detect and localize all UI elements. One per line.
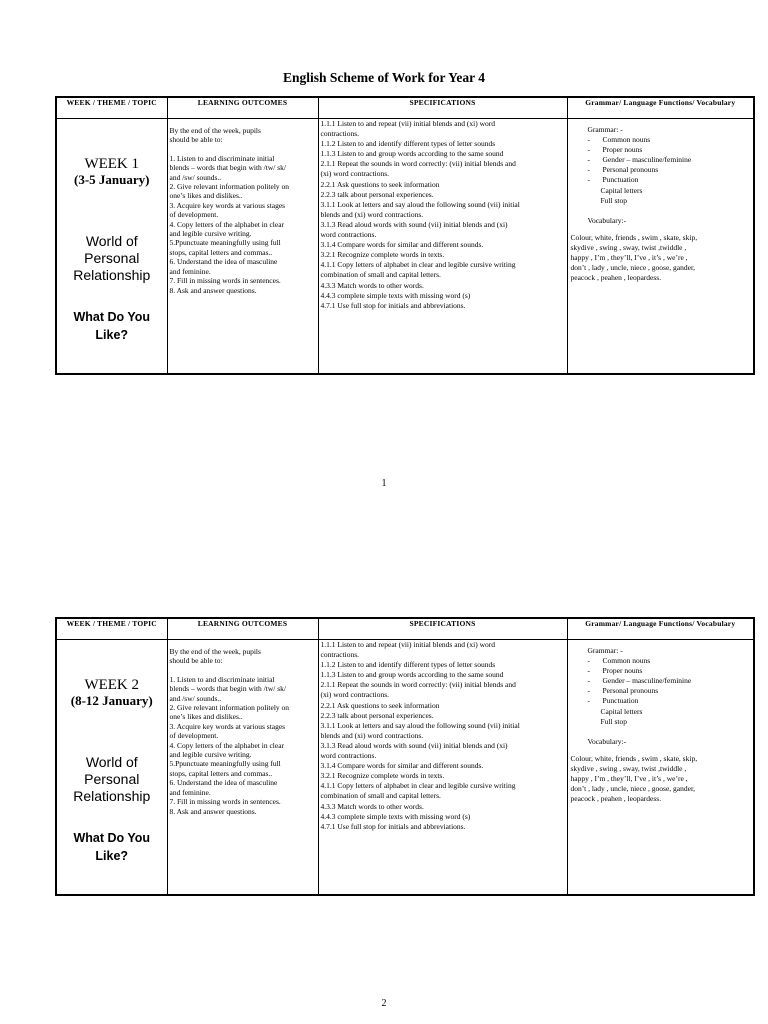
grammar-cell (567, 119, 754, 375)
specification-line: combination of small and capital letters. (320, 270, 441, 280)
learning-outcome-line: and legible cursive writing. (169, 229, 252, 239)
grammar-list (588, 135, 752, 185)
specifications-cell (318, 640, 567, 896)
learning-outcome-line: and /sw/ sounds.. (169, 693, 222, 703)
specification-line: contractions. (320, 129, 360, 139)
learning-outcome-line: 7. Fill in missing words in sentences. (169, 276, 281, 286)
learning-outcome-line: stops, capital letters and commas.. (169, 247, 273, 257)
learning-outcome-line: stops, capital letters and commas.. (169, 768, 273, 778)
specification-line: 1.1.1 Listen to and repeat (vii) initial blends and (xi) word (320, 119, 496, 128)
week-dates: (8-12 January) (70, 693, 153, 708)
specification-line: 3.1.4 Compare words for similar and different sounds. (320, 240, 484, 250)
punctuation-sublist (588, 707, 752, 727)
punctuation-sublist (588, 186, 752, 206)
learning-outcomes-cell (167, 119, 318, 375)
learning-outcome-line: and feminine. (169, 787, 211, 797)
learning-outcome-line: 1. Listen to and discriminate initial (169, 674, 275, 684)
specification-line: 4.1.1 Copy letters of alphabet in clear and legible cursive writing (320, 781, 516, 791)
specification-line: 2.1.1 Repeat the sounds in word correctly: (vii) initial blends and (320, 680, 516, 690)
specifications-cell (318, 119, 567, 375)
learning-outcome-line: 4. Copy letters of the alphabet in clear (169, 219, 285, 229)
topic-label: What Do You Like? (73, 831, 151, 863)
grammar-item: - Common nouns (588, 656, 752, 666)
specification-line: 4.7.1 Use full stop for initials and abbreviations. (320, 300, 466, 310)
learning-outcome-line: 8. Ask and answer questions. (169, 285, 257, 295)
specification-line: contractions. (320, 650, 360, 660)
grammar-item: - Common nouns (588, 135, 752, 145)
grammar-cell (567, 640, 754, 896)
header-grammar: Grammar/ Language Functions/ Vocabulary (567, 618, 754, 640)
vocabulary-line: skydive , swing , sway, twist ,twiddle , (570, 242, 687, 252)
learning-intro-line: By the end of the week, pupils (169, 647, 261, 656)
specification-line: 1.1.1 Listen to and repeat (vii) initial blends and (xi) word (320, 640, 496, 649)
header-specifications: SPECIFICATIONS (318, 618, 567, 640)
week-label: WEEK 1 (84, 156, 140, 172)
specification-line: 1.1.2 Listen to and identify different types of letter sounds (320, 660, 496, 670)
specification-line: 3.1.3 Read aloud words with sound (vii) initial blends and (xi) (320, 740, 508, 750)
learning-intro-line: should be able to: (169, 656, 223, 666)
specification-line: 4.3.3 Match words to other words. (320, 280, 424, 290)
learning-outcome-line: 6. Understand the idea of masculine (169, 778, 278, 788)
grammar-list (588, 656, 752, 706)
grammar-item: - Gender – masculine/feminine (588, 155, 752, 165)
week-label: WEEK 2 (84, 677, 140, 693)
grammar-item: - Personal pronouns (588, 165, 752, 175)
grammar-title: Grammar: - (587, 125, 623, 134)
vocabulary-line: don’t , lady , uncle, niece , goose, gander, (570, 784, 696, 794)
header-grammar: Grammar/ Language Functions/ Vocabulary (567, 97, 754, 119)
specification-line: (xi) word contractions. (320, 690, 390, 700)
learning-outcome-line: one’s likes and dislikes.. (169, 712, 243, 722)
punctuation-subitem: Capital letters (600, 185, 643, 195)
vocabulary-line: peacock , peahen , leopardess. (570, 794, 662, 804)
learning-outcome-line: 5.Ppunctuate meaningfully using full (169, 759, 281, 769)
week-cell (56, 119, 167, 375)
learning-outcome-line: of development. (169, 210, 219, 220)
learning-intro (170, 126, 316, 145)
vocabulary-line: skydive , swing , sway, twist ,twiddle , (570, 763, 687, 773)
header-learning-outcomes: LEARNING OUTCOMES (167, 618, 318, 640)
specification-line: 3.1.4 Compare words for similar and different sounds. (320, 761, 484, 771)
learning-outcome-line: and /sw/ sounds.. (169, 172, 222, 182)
scheme-table-week-1 (55, 96, 755, 375)
specification-line: 3.1.3 Read aloud words with sound (vii) initial blends and (xi) (320, 219, 508, 229)
specification-line: word contractions. (320, 751, 377, 761)
header-row (56, 618, 754, 640)
specification-line: 4.4.3 complete simple texts with missing word (s) (320, 811, 471, 821)
learning-outcomes-list (170, 675, 316, 816)
specification-line: 1.1.3 Listen to and group words according to the same sound (320, 670, 504, 680)
specification-line: 2.2.1 Ask questions to seek information (320, 179, 440, 189)
vocabulary-text (571, 754, 752, 804)
learning-outcome-line: one’s likes and dislikes.. (169, 191, 243, 201)
specification-line: 2.2.1 Ask questions to seek information (320, 700, 440, 710)
week-dates: (3-5 January) (74, 172, 150, 187)
learning-outcome-line: 3. Acquire key words at various stages (169, 721, 286, 731)
header-specifications: SPECIFICATIONS (318, 97, 567, 119)
vocabulary-line: Colour, white, friends , swim , skate, skip, (570, 753, 698, 763)
theme-label: World of Personal Relationship (73, 754, 151, 804)
week-cell (56, 640, 167, 896)
specification-line: blends and (xi) word contractions. (320, 730, 424, 740)
learning-outcome-line: 7. Fill in missing words in sentences. (169, 797, 281, 807)
learning-outcome-line: 6. Understand the idea of masculine (169, 257, 278, 267)
specification-line: 4.3.3 Match words to other words. (320, 801, 424, 811)
vocabulary-line: peacock , peahen , leopardess. (570, 273, 662, 283)
specification-line: 3.1.1 Look at letters and say aloud the following sound (vii) initial (320, 720, 520, 730)
vocabulary-title: Vocabulary:- (587, 736, 627, 746)
vocabulary-line: don’t , lady , uncle, niece , goose, gander, (570, 263, 696, 273)
learning-outcomes-list (170, 154, 316, 295)
grammar-item: - Punctuation (588, 696, 752, 706)
header-week: WEEK / THEME / TOPIC (56, 97, 167, 119)
punctuation-subitem: Capital letters (600, 706, 643, 716)
specification-line: 2.2.3 talk about personal experiences. (320, 710, 434, 720)
grammar-item: - Proper nouns (588, 145, 752, 155)
learning-outcome-line: and feminine. (169, 266, 211, 276)
page-number: 2 (381, 998, 387, 1009)
learning-outcomes-cell (167, 640, 318, 896)
vocabulary-line: happy , I’m , they’ll, I’ve , it’s , we’re , (570, 774, 688, 784)
vocabulary-line: happy , I’m , they’ll, I’ve , it’s , we’re , (570, 253, 688, 263)
learning-outcome-line: of development. (169, 731, 219, 741)
page-number: 1 (381, 478, 387, 489)
specification-line: 4.7.1 Use full stop for initials and abbreviations. (320, 821, 466, 831)
learning-outcome-line: blends – words that begin with /tw/ sk/ (169, 163, 286, 173)
learning-intro-line: should be able to: (169, 135, 223, 145)
learning-outcome-line: 2. Give relevant information politely on (169, 182, 290, 192)
specification-line: 2.2.3 talk about personal experiences. (320, 189, 434, 199)
vocabulary-line: Colour, white, friends , swim , skate, skip, (570, 232, 698, 242)
learning-intro-line: By the end of the week, pupils (169, 126, 261, 135)
specification-line: 3.1.1 Look at letters and say aloud the following sound (vii) initial (320, 199, 520, 209)
week-row (56, 119, 754, 375)
learning-outcome-line: 1. Listen to and discriminate initial (169, 153, 275, 163)
grammar-item: - Punctuation (588, 175, 752, 185)
vocabulary-title: Vocabulary:- (587, 215, 627, 225)
specification-line: 3.2.1 Recognize complete words in texts. (320, 771, 445, 781)
learning-outcome-line: and legible cursive writing. (169, 750, 252, 760)
header-week: WEEK / THEME / TOPIC (56, 618, 167, 640)
punctuation-subitem: Full stop (600, 195, 627, 205)
week-row (56, 640, 754, 896)
specification-line: 3.2.1 Recognize complete words in texts. (320, 250, 445, 260)
specification-line: 1.1.3 Listen to and group words according to the same sound (320, 149, 504, 159)
theme-label: World of Personal Relationship (73, 233, 151, 283)
grammar-item: - Proper nouns (588, 666, 752, 676)
specification-line: 4.4.3 complete simple texts with missing word (s) (320, 290, 471, 300)
specification-line: 2.1.1 Repeat the sounds in word correctly: (vii) initial blends and (320, 159, 516, 169)
grammar-item: - Gender – masculine/feminine (588, 676, 752, 686)
specification-line: combination of small and capital letters. (320, 791, 441, 801)
topic-label: What Do You Like? (73, 310, 151, 342)
scheme-table-week-2 (55, 617, 755, 896)
learning-outcome-line: 4. Copy letters of the alphabet in clear (169, 740, 285, 750)
learning-intro (170, 647, 316, 666)
grammar-title: Grammar: - (587, 646, 623, 655)
learning-outcome-line: blends – words that begin with /tw/ sk/ (169, 684, 286, 694)
learning-outcome-line: 3. Acquire key words at various stages (169, 200, 286, 210)
document-title: English Scheme of Work for Year 4 (282, 70, 485, 85)
learning-outcome-line: 2. Give relevant information politely on (169, 703, 290, 713)
header-row (56, 97, 754, 119)
specification-line: word contractions. (320, 230, 377, 240)
learning-outcome-line: 8. Ask and answer questions. (169, 806, 257, 816)
learning-outcome-line: 5.Ppunctuate meaningfully using full (169, 238, 281, 248)
header-learning-outcomes: LEARNING OUTCOMES (167, 97, 318, 119)
specification-line: (xi) word contractions. (320, 169, 390, 179)
specification-line: 4.1.1 Copy letters of alphabet in clear and legible cursive writing (320, 260, 516, 270)
specification-line: blends and (xi) word contractions. (320, 209, 424, 219)
specification-line: 1.1.2 Listen to and identify different types of letter sounds (320, 139, 496, 149)
grammar-item: - Personal pronouns (588, 686, 752, 696)
punctuation-subitem: Full stop (600, 716, 627, 726)
vocabulary-text (571, 233, 752, 283)
